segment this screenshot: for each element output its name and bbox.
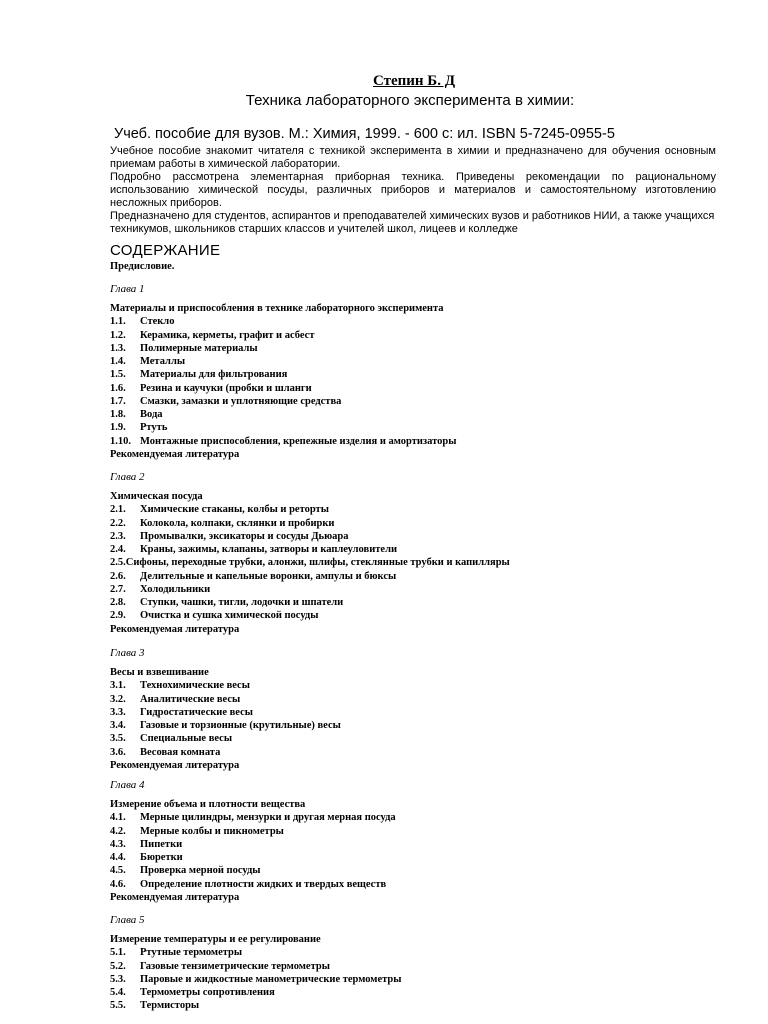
toc-item [110, 556, 730, 569]
toc-item-number: 3.2. [110, 693, 126, 705]
toc-item [110, 986, 730, 999]
recommended-literature: Рекомендуемая литература [110, 448, 240, 460]
chapter-label: Глава 5 [110, 914, 145, 926]
toc-item [110, 719, 730, 732]
toc-item-text: Ртутные термометры [140, 947, 243, 959]
toc-item-text: Сифоны, переходные трубки, алонжи, шлифы, стеклянные трубки и капилляры [125, 557, 510, 569]
toc-item [110, 693, 730, 706]
chapter-title: Весы и взвешивание [110, 667, 209, 678]
toc-item-number: 2.4. [110, 544, 126, 555]
toc-item [110, 679, 730, 692]
toc-item [110, 517, 730, 530]
toc-item [110, 342, 730, 355]
toc-item-number: 1.10. [110, 435, 131, 447]
toc-item [110, 435, 730, 448]
toc-item-number: 5.3. [110, 973, 126, 985]
toc-item-text: Стекло [140, 316, 175, 328]
toc-preface: Предисловие. [110, 261, 175, 272]
toc-item-number: 4.3. [110, 838, 126, 850]
toc-item [110, 999, 730, 1012]
toc-item-number: 3.6. [110, 746, 126, 758]
toc-item-number: 3.1. [110, 680, 126, 692]
toc-item-text: Смазки, замазки и уплотняющие средства [140, 395, 342, 407]
toc-item-text: Весовая комната [140, 746, 221, 758]
toc-item [110, 408, 730, 421]
toc-item [110, 503, 730, 516]
chapter-title: Измерение объема и плотности вещества [110, 799, 306, 810]
toc-item-text: Вода [140, 409, 163, 420]
chapter-4 [110, 779, 730, 904]
toc-item [110, 732, 730, 745]
toc-item [110, 368, 730, 381]
toc-item [110, 825, 730, 838]
toc-item-text: Технохимические весы [140, 680, 250, 692]
toc-item-number: 1.5. [110, 369, 126, 381]
chapter-label: Глава 3 [110, 647, 145, 659]
toc-item-number: 4.2. [110, 825, 126, 837]
publication-info: Учеб. пособие для вузов. М.: Химия, 1999. - 600 с: ил. ISBN 5-7245-0955-5 [114, 126, 615, 142]
toc-item-number: 1.6. [110, 382, 126, 394]
toc-item-text: Керамика, керметы, графит и асбест [140, 329, 315, 341]
toc-item-text: Краны, зажимы, клапаны, затворы и каплеуловители [140, 544, 398, 555]
toc-item-text: Аналитические весы [140, 693, 241, 705]
book-title: Техника лабораторного эксперимента в химии: [245, 92, 575, 109]
toc-item [110, 973, 730, 986]
toc-item-text: Промывалки, эксикаторы и сосуды Дьюара [140, 530, 349, 542]
toc-item-text: Монтажные приспособления, крепежные изделия и амортизаторы [140, 435, 457, 447]
recommended-literature: Рекомендуемая литература [110, 623, 240, 635]
toc-item-number: 2.3. [110, 530, 126, 542]
chapter-label: Глава 1 [110, 283, 145, 295]
toc-item [110, 811, 730, 824]
recommended-literature: Рекомендуемая литература [110, 759, 240, 771]
toc-item-text: Гидростатические весы [140, 706, 253, 718]
toc-item-text: Металлы [140, 356, 186, 367]
chapter-label: Глава 4 [110, 779, 145, 791]
chapter-title: Материалы и приспособления в технике лабораторного эксперимента [110, 303, 444, 314]
toc-item [110, 946, 730, 959]
toc-item-number: 5.1. [110, 947, 126, 959]
toc-item-number: 3.5. [110, 733, 126, 745]
toc-item [110, 960, 730, 973]
toc-item [110, 329, 730, 342]
toc-item [110, 596, 730, 609]
toc-item-text: Паровые и жидкостные манометрические термометры [140, 973, 402, 985]
toc-item-number: 5.4. [110, 987, 126, 998]
toc-item-text: Химические стаканы, колбы и реторты [140, 504, 329, 516]
toc-item-text: Делительные и капельные воронки, ампулы и бюксы [140, 570, 397, 582]
toc-item-text: Специальные весы [140, 733, 233, 745]
toc-item [110, 395, 730, 408]
toc-item-text: Пипетки [140, 838, 183, 850]
toc-item-text: Холодильники [140, 583, 211, 595]
chapter-3 [110, 647, 730, 772]
toc-item-number: 1.8. [110, 409, 126, 420]
toc-item [110, 706, 730, 719]
toc-item-text: Бюретки [140, 852, 183, 863]
toc-heading: СОДЕРЖАНИЕ [110, 242, 221, 259]
toc-item-number: 2.1. [110, 504, 126, 516]
toc-item-number: 1.4. [110, 356, 126, 367]
toc-item-number: 1.3. [110, 342, 126, 354]
chapter-title: Измерение температуры и ее регулирование [110, 934, 321, 945]
toc-item-text: Определение плотности жидких и твердых веществ [140, 878, 387, 890]
toc-item-text: Колокола, колпаки, склянки и пробирки [140, 517, 335, 529]
toc-item-text: Ступки, чашки, тигли, лодочки и шпатели [140, 597, 344, 608]
toc-item [110, 355, 730, 368]
toc-item-text: Газовые и торзионные (крутильные) весы [140, 720, 341, 731]
toc-item [110, 746, 730, 759]
toc-item [110, 421, 730, 434]
toc-item-text: Газовые тензиметрические термометры [140, 960, 330, 972]
toc-item-number: 3.3. [110, 706, 126, 718]
toc-item-text: Мерные цилиндры, мензурки и другая мерная посуда [140, 812, 396, 824]
book-author: Степин Б. Д [372, 73, 456, 89]
toc-item [110, 878, 730, 891]
toc-item [110, 864, 730, 877]
toc-item-text: Термисторы [140, 1000, 200, 1012]
description-paragraph: Предназначено для студентов, аспирантов и преподавателей химических вузов и работников НИИ, а также учащихся техникумов, школьников старших классов и учителей школ, лицеев и колледже [110, 210, 715, 235]
chapter-label: Глава 2 [110, 471, 145, 483]
toc-item-text: Резина и каучуки (пробки и шланги [140, 382, 312, 394]
toc-item-number: 2.2. [110, 517, 126, 529]
toc-item-number: 4.4. [110, 852, 126, 863]
toc-item [110, 583, 730, 596]
toc-item-number: 1.1. [110, 316, 126, 328]
toc-item-number: 3.4. [110, 720, 126, 731]
toc-item [110, 609, 730, 622]
toc-item [110, 838, 730, 851]
chapter-5 [110, 914, 730, 1013]
toc-item-text: Термометры сопротивления [140, 987, 275, 998]
description-paragraph: Подробно рассмотрена элементарная приборная техника. Приведены рекомендации по рациональному использованию химической посуды, различных приборов и материалов и самостоятельному изготовлению несложных приборов. [110, 171, 716, 209]
toc-item [110, 382, 730, 395]
toc-item-text: Проверка мерной посуды [140, 865, 261, 877]
toc-item-number: 2.6. [110, 570, 126, 582]
toc-item-number: 4.1. [110, 812, 126, 824]
chapter-2 [110, 471, 730, 636]
toc-item-number: 2.8. [110, 597, 126, 608]
toc-item-number: 1.2. [110, 329, 126, 341]
toc-item-text: Полимерные материалы [140, 342, 258, 354]
toc-item-number: 1.7. [110, 395, 126, 407]
toc-item-number: 5.5. [110, 1000, 126, 1012]
toc-item-number: 4.5. [110, 865, 126, 877]
toc-item [110, 315, 730, 328]
book-description [110, 145, 716, 236]
toc-item-text: Мерные колбы и пикнометры [140, 825, 284, 837]
toc-item-number: 2.5. [110, 557, 126, 569]
toc-item-number: 1.9. [110, 422, 126, 434]
toc-item [110, 543, 730, 556]
chapter-1 [110, 283, 730, 461]
description-paragraph: Учебное пособие знакомит читателя с техникой эксперимента в химии и предназначено для обучения основным приемам работы в химической лаборатории. [110, 145, 716, 170]
toc-item [110, 851, 730, 864]
toc-item-number: 4.6. [110, 878, 126, 890]
toc-item-text: Ртуть [140, 422, 168, 434]
toc-item-number: 5.2. [110, 960, 126, 972]
toc-item [110, 530, 730, 543]
toc-item [110, 570, 730, 583]
toc-item-text: Очистка и сушка химической посуды [140, 610, 319, 622]
chapter-title: Химическая посуда [110, 491, 203, 502]
toc-item-number: 2.9. [110, 610, 126, 622]
toc-item-number: 2.7. [110, 583, 126, 595]
toc-item-text: Материалы для фильтрования [140, 369, 288, 381]
recommended-literature: Рекомендуемая литература [110, 891, 240, 903]
